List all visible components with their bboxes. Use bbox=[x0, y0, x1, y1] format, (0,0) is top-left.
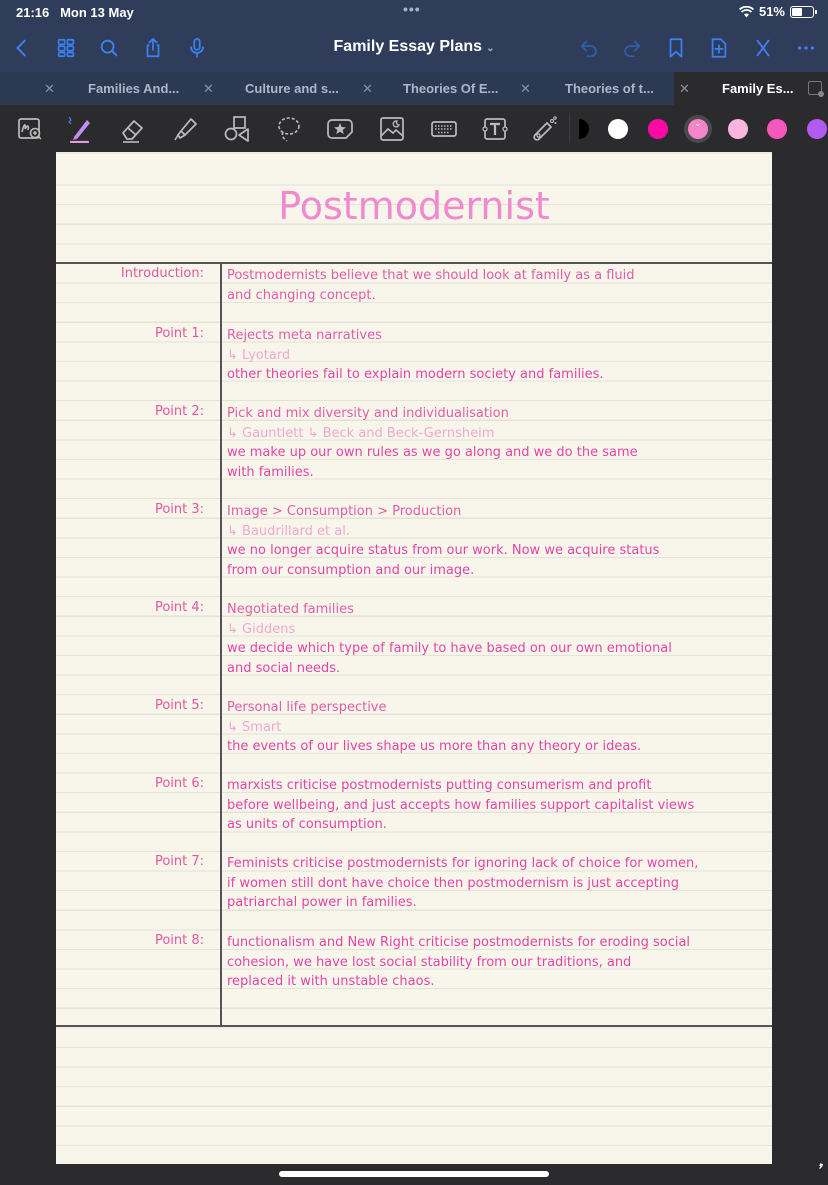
keyboard-icon[interactable] bbox=[429, 114, 459, 144]
reference-line: ↳ Giddens bbox=[227, 621, 296, 637]
redo-icon[interactable] bbox=[618, 34, 646, 62]
row-body-point-1 bbox=[227, 326, 769, 385]
row-body-point-6 bbox=[227, 776, 769, 835]
note-line: the events of our lives shape us more than any theory or ideas. bbox=[227, 739, 642, 755]
search-icon[interactable] bbox=[95, 34, 123, 62]
tab-label[interactable]: Theories of t... bbox=[565, 81, 654, 96]
tab-label[interactable]: Family Es... bbox=[722, 81, 794, 96]
lasso-icon[interactable] bbox=[274, 114, 304, 144]
color-swatch-magenta[interactable] bbox=[648, 119, 668, 139]
time-text: 21:16 bbox=[16, 5, 50, 20]
tab-families-and[interactable] bbox=[0, 72, 197, 105]
note-line: before wellbeing, and just accepts how families support capitalist views bbox=[227, 797, 695, 813]
note-line: Personal life perspective bbox=[227, 700, 387, 715]
multitasking-dots-icon[interactable]: ••• bbox=[403, 1, 421, 17]
row-body-point-3 bbox=[227, 502, 769, 580]
note-line: if women still dont have choice then postmodernism is just accepting bbox=[227, 875, 679, 891]
close-tab-icon[interactable]: ✕ bbox=[362, 80, 373, 96]
document-title-text[interactable]: Family Essay Plans bbox=[333, 38, 483, 55]
note-line: and social needs. bbox=[227, 660, 341, 676]
row-label-point-3: Point 3: bbox=[154, 502, 204, 517]
share-icon[interactable] bbox=[139, 34, 167, 62]
close-tab-icon[interactable]: ✕ bbox=[520, 80, 531, 96]
row-body-point-5 bbox=[227, 698, 769, 757]
reference-line: ↳ Gauntlett ↳ Beck and Beck-Gernsheim bbox=[227, 425, 495, 441]
row-label-point-7: Point 7: bbox=[154, 854, 204, 869]
row-body-introduction bbox=[227, 266, 769, 305]
tab-label[interactable]: Families And... bbox=[88, 81, 180, 96]
date-text: Mon 13 May bbox=[60, 5, 134, 20]
note-line: as units of consumption. bbox=[227, 817, 387, 833]
document-nav-bar bbox=[0, 24, 828, 72]
note-line: cohesion, we have lost social stability from our traditions, and bbox=[227, 954, 632, 970]
note-line: with families. bbox=[227, 464, 314, 480]
home-indicator[interactable] bbox=[279, 1171, 549, 1177]
color-swatch-pink-selected[interactable] bbox=[688, 119, 708, 139]
note-line: Pick and mix diversity and individualisation bbox=[227, 406, 509, 421]
highlighter-icon[interactable] bbox=[170, 114, 200, 144]
note-line: and changing concept. bbox=[227, 287, 376, 303]
pen-icon[interactable] bbox=[65, 114, 95, 144]
row-label-point-2: Point 2: bbox=[154, 404, 204, 419]
row-label-point-8: Point 8: bbox=[154, 933, 204, 948]
table-bottom-border bbox=[56, 1025, 772, 1027]
row-body-point-4 bbox=[227, 600, 769, 678]
page-title: Postmodernist bbox=[278, 184, 550, 228]
back-icon[interactable] bbox=[8, 34, 36, 62]
status-time bbox=[16, 5, 134, 20]
shapes-icon[interactable] bbox=[222, 114, 252, 144]
row-body-point-7 bbox=[227, 854, 769, 913]
row-label-point-5: Point 5: bbox=[154, 698, 204, 713]
color-swatch-light-pink[interactable] bbox=[728, 119, 748, 139]
note-line: functionalism and New Right criticise postmodernists for eroding social bbox=[227, 935, 691, 950]
status-bar bbox=[0, 0, 828, 24]
row-label-point-6: Point 6: bbox=[154, 776, 204, 791]
note-canvas[interactable] bbox=[0, 152, 828, 1185]
bookmark-icon[interactable] bbox=[662, 34, 690, 62]
tab-label[interactable]: Culture and s... bbox=[245, 81, 339, 96]
microphone-icon[interactable] bbox=[183, 34, 211, 62]
note-line: we make up our own rules as we go along and we do the same bbox=[227, 445, 638, 461]
tab-label[interactable]: Theories Of E... bbox=[403, 81, 499, 96]
color-swatch-black[interactable] bbox=[579, 119, 589, 139]
close-tab-icon[interactable]: ✕ bbox=[203, 80, 214, 96]
note-page[interactable] bbox=[56, 152, 772, 1164]
note-line: other theories fail to explain modern society and families. bbox=[227, 367, 604, 383]
note-line: Rejects meta narratives bbox=[227, 328, 382, 343]
battery-percent: 51% bbox=[758, 4, 785, 19]
table-column-divider bbox=[220, 262, 222, 1026]
close-icon[interactable] bbox=[749, 34, 777, 62]
document-title[interactable] bbox=[0, 38, 828, 56]
note-line: we decide which type of family to have based on our own emotional bbox=[227, 641, 672, 657]
note-line: patriarchal power in families. bbox=[227, 895, 417, 911]
note-line: Feminists criticise postmodernists for ignoring lack of choice for women, bbox=[227, 856, 699, 871]
reference-line: ↳ Lyotard bbox=[227, 347, 291, 363]
toolbar-divider bbox=[569, 113, 570, 143]
note-line: Image > Consumption > Production bbox=[227, 504, 462, 519]
table-top-border bbox=[56, 262, 772, 264]
undo-icon[interactable] bbox=[575, 34, 603, 62]
battery-icon bbox=[790, 6, 814, 18]
note-line: Negotiated families bbox=[227, 602, 354, 617]
wifi-icon bbox=[739, 6, 754, 18]
color-swatch-purple[interactable] bbox=[807, 119, 827, 139]
tab-family-essay-plans[interactable] bbox=[674, 72, 828, 105]
tab-theories-of-t[interactable] bbox=[515, 72, 674, 105]
reference-line: ↳ Baudrillard et al. bbox=[227, 523, 350, 539]
tab-culture-and[interactable] bbox=[197, 72, 356, 105]
row-label-introduction: Introduction: bbox=[120, 266, 204, 281]
pencil-hover-icon: ❜ bbox=[813, 1161, 825, 1180]
split-view-icon[interactable] bbox=[808, 81, 822, 95]
tab-theories-of-e[interactable] bbox=[356, 72, 515, 105]
note-line: from our consumption and our image. bbox=[227, 562, 475, 578]
reference-line: ↳ Smart bbox=[227, 719, 282, 735]
eraser-icon[interactable] bbox=[117, 114, 147, 144]
close-tab-icon[interactable]: ✕ bbox=[44, 80, 55, 96]
chevron-down-icon[interactable]: ⌄ bbox=[486, 43, 495, 54]
row-label-point-1: Point 1: bbox=[154, 326, 204, 341]
note-line: we no longer acquire status from our work. Now we acquire status bbox=[227, 543, 660, 559]
row-label-point-4: Point 4: bbox=[154, 600, 204, 615]
row-body-point-2 bbox=[227, 404, 769, 482]
more-icon[interactable] bbox=[792, 34, 820, 62]
text-box-icon[interactable] bbox=[480, 114, 510, 144]
laser-pointer-icon[interactable] bbox=[530, 114, 560, 144]
drawing-toolbar bbox=[0, 105, 828, 152]
image-icon[interactable] bbox=[377, 114, 407, 144]
note-line: marxists criticise postmodernists putting consumerism and profit bbox=[227, 778, 652, 793]
close-tab-icon[interactable]: ✕ bbox=[679, 80, 690, 96]
grid-icon[interactable] bbox=[52, 34, 80, 62]
color-swatch-hot-pink[interactable] bbox=[767, 119, 787, 139]
color-swatch-white[interactable] bbox=[608, 119, 628, 139]
add-page-icon[interactable] bbox=[705, 34, 733, 62]
note-line: replaced it with unstable chaos. bbox=[227, 974, 435, 990]
zoom-window-icon[interactable] bbox=[15, 114, 45, 144]
note-line: Postmodernists believe that we should look at family as a fluid bbox=[227, 268, 635, 283]
document-tab-bar bbox=[0, 72, 828, 105]
sticker-icon[interactable] bbox=[325, 114, 355, 144]
row-body-point-8 bbox=[227, 933, 769, 992]
status-right bbox=[739, 4, 814, 19]
